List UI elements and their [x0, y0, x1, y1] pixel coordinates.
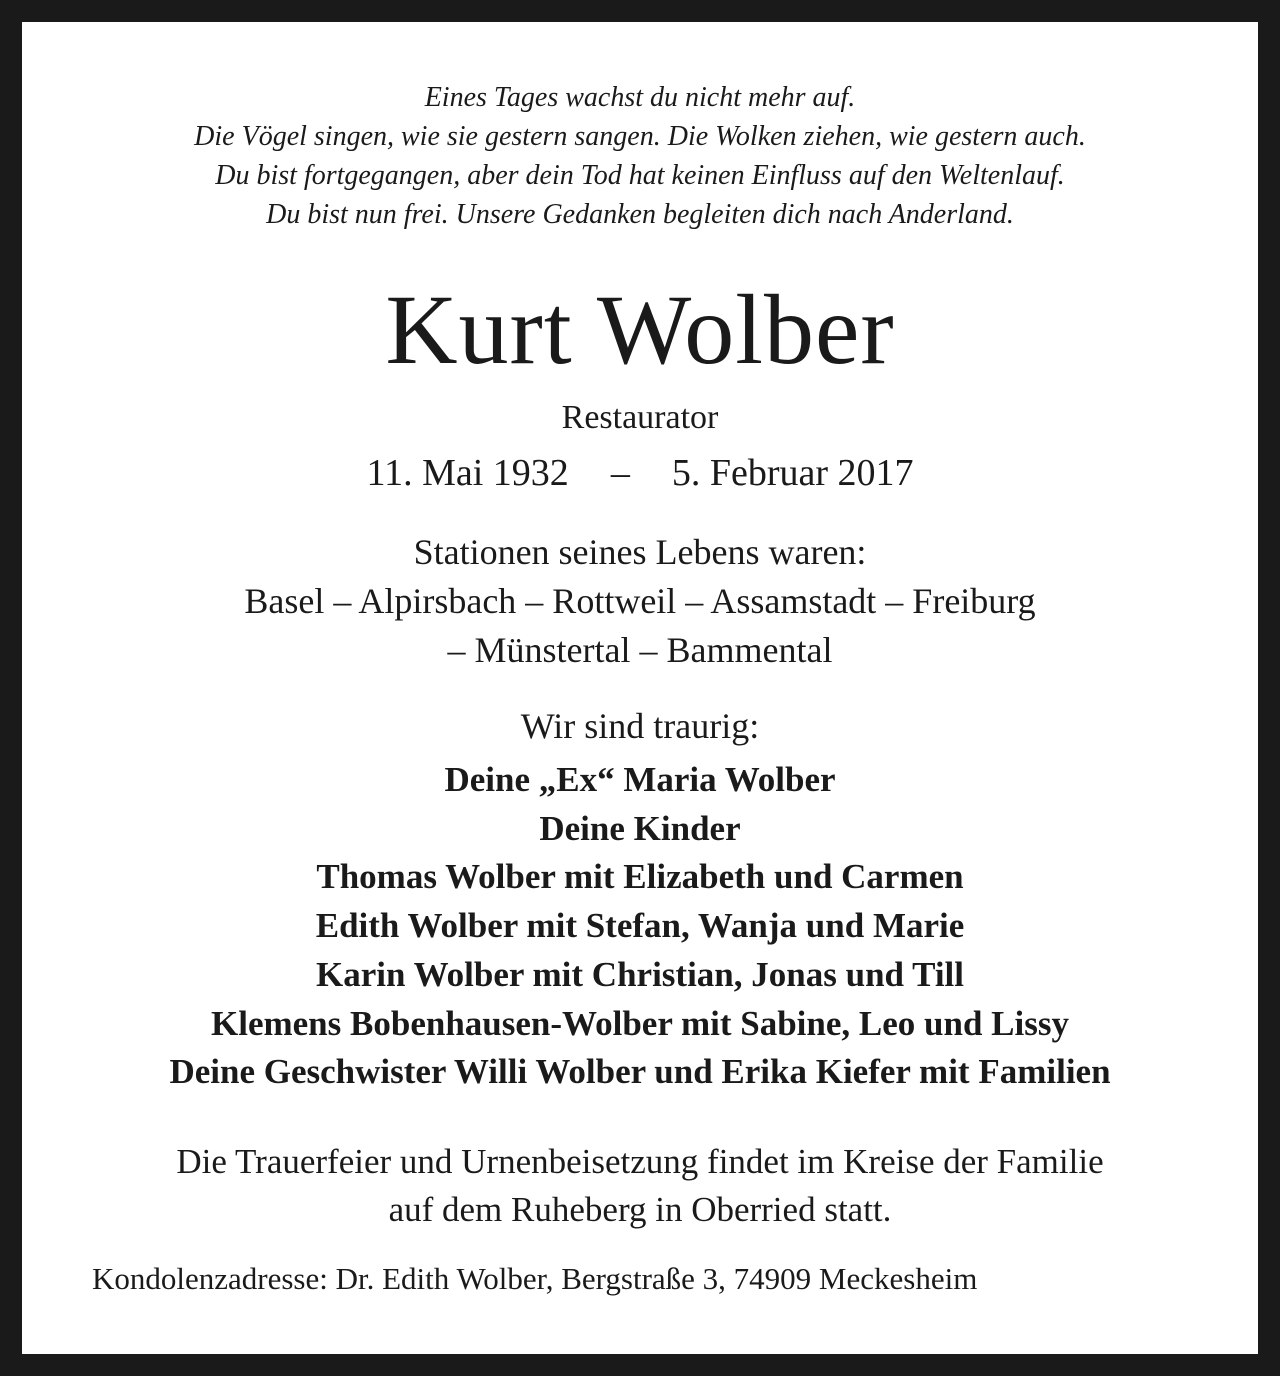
life-dates	[22, 448, 1258, 498]
mourner-line: Deine „Ex“ Maria Wolber	[444, 760, 836, 799]
ceremony-notice	[22, 1138, 1258, 1234]
mourner-line: Karin Wolber mit Christian, Jonas und Till	[316, 954, 964, 994]
mourner-line: Deine Kinder	[539, 808, 741, 848]
date-separator: –	[610, 452, 630, 494]
obituary-card	[22, 22, 1258, 1354]
poem-line: Du bist fortgegangen, aber dein Tod hat keinen Einfluss auf den Weltenlauf.	[215, 160, 1065, 191]
poem-line: Die Vögel singen, wie sie gestern sangen. Die Wolken ziehen, wie gestern auch.	[194, 121, 1086, 152]
mourner-line: Edith Wolber mit Stefan, Wanja und Marie	[315, 906, 965, 946]
deceased-occupation: Restaurator	[561, 399, 719, 436]
life-stations	[22, 528, 1258, 675]
ceremony-line: auf dem Ruheberg in Oberried statt.	[388, 1190, 892, 1229]
mourners-list	[22, 756, 1258, 1097]
birth-date: 11. Mai 1932	[366, 452, 569, 494]
stations-heading: Stationen seines Lebens waren:	[413, 532, 867, 572]
poem	[22, 78, 1258, 234]
poem-line: Eines Tages wachst du nicht mehr auf.	[424, 82, 856, 113]
deceased-name: Kurt Wolber	[385, 274, 895, 385]
stations-line: – Münstertal – Bammental	[447, 630, 833, 670]
mourner-line: Klemens Bobenhausen-Wolber mit Sabine, Leo und Lissy	[211, 1003, 1069, 1043]
stations-line: Basel – Alpirsbach – Rottweil – Assamstadt – Freiburg	[244, 581, 1036, 621]
death-date: 5. Februar 2017	[671, 452, 914, 494]
ceremony-line: Die Trauerfeier und Urnenbeisetzung findet im Kreise der Familie	[176, 1142, 1104, 1181]
condolence-address: Kondolenzadresse: Dr. Edith Wolber, Bergstraße 3, 74909 Meckesheim	[92, 1261, 978, 1296]
poem-line: Du bist nun frei. Unsere Gedanken begleiten dich nach Anderland.	[266, 199, 1014, 230]
mourners-heading: Wir sind traurig:	[520, 706, 760, 746]
mourner-line: Deine Geschwister Willi Wolber und Erika Kiefer mit Familien	[169, 1052, 1111, 1092]
mourner-line: Thomas Wolber mit Elizabeth und Carmen	[316, 857, 964, 897]
